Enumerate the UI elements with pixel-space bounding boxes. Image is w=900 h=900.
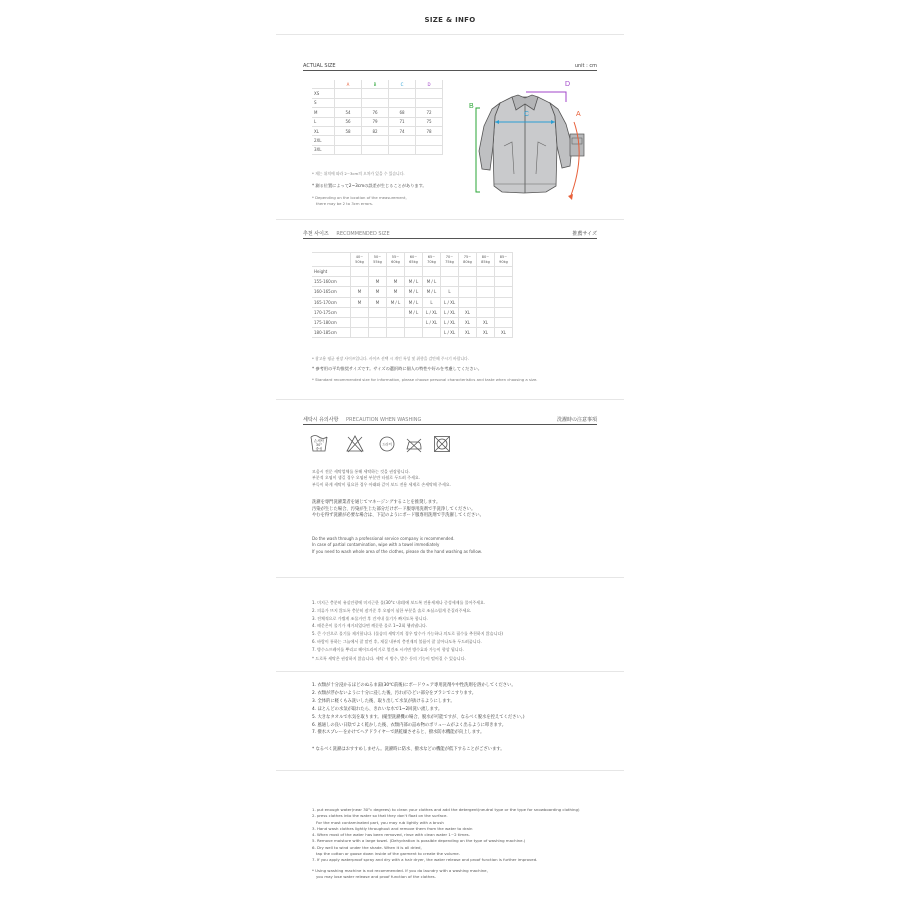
weight-from: 80~ (481, 255, 490, 259)
size-label: 2XL (312, 136, 335, 145)
weight-header (423, 253, 441, 267)
list-item: 2. 의류가 뜨지 않도록 충분히 잠겨준 후 오염이 심한 부분을 솔로 조심스럽게 문질러주세요. (312, 607, 472, 613)
table-cell: 54 (335, 108, 362, 117)
table-cell: L / XL (423, 307, 441, 317)
washing-line: やむを得ず洗濯が必要な場合は、下記のようにボード服専用洗剤で手洗濯してください。 (312, 513, 484, 519)
list-item: 2. 衣類が浮かないように十分に浸した後、汚れがひどい部分をブラシでこすります。 (312, 690, 477, 696)
table-row (312, 317, 513, 327)
table-cell: M / L (405, 277, 423, 287)
weight-from: 60~ (409, 255, 418, 259)
table-cell (441, 267, 459, 277)
dry-clean-label: 드라이 (382, 442, 392, 447)
jacket-icon (479, 95, 584, 193)
table-row (312, 307, 513, 317)
list-item: 6. Dry well to wind under the shade. When it is all dried, (312, 844, 422, 850)
weight-header (405, 253, 423, 267)
table-row (312, 328, 513, 338)
jacket-diagram (462, 76, 598, 208)
table-cell (477, 307, 495, 317)
table-cell (477, 267, 495, 277)
table-row (312, 108, 443, 117)
list-item: 6. 바람이 통하는 그늘에서 잘 말린 후, 재질 내부의 충전재의 볼륨이 잘 살아나도록 두드려줍니다. (312, 638, 482, 644)
list-item: 1. 미지근 충분히 유실안광에 미지근한 물(30°c 내외)에 보드복 전용세제나 중성세제를 풀어주세요. (312, 600, 486, 605)
size-label: M (312, 108, 335, 117)
warning-ko: * 드로톡 세탁은 권장하지 않습니다. 세탁 시 방수, 발수 등의 기능이 떨어질 수 있습니다. (312, 656, 466, 661)
size-label: XL (312, 126, 335, 135)
table-cell: XL (495, 328, 513, 338)
table-cell: M / L (405, 287, 423, 297)
hand-wash-temp: 30° (315, 443, 323, 447)
actual-size-note-en-1: * Depending on the location of the measurement, (312, 195, 407, 200)
divider (276, 34, 624, 35)
weight-to: 75kg (445, 259, 454, 264)
table-cell (387, 328, 405, 338)
table-cell: L / XL (441, 307, 459, 317)
table-row (312, 98, 443, 107)
height-label: Height (312, 267, 351, 277)
weight-to: 50kg (355, 259, 364, 264)
size-label: XS (312, 89, 335, 98)
washing-line: 부득이 하게 세탁이 필요한 경우 아래와 같이 보드 전용 세제로 손세탁해 주세요. (312, 481, 451, 487)
table-cell (416, 98, 443, 107)
weight-to: 80kg (463, 259, 472, 264)
table-cell (477, 277, 495, 287)
table-cell (477, 297, 495, 307)
table-cell: 82 (362, 126, 389, 135)
table-cell: 78 (416, 126, 443, 135)
table-cell: 76 (362, 108, 389, 117)
table-corner (312, 80, 335, 89)
list-item: 3. 전체적으로 가볍게 조물거린 후 건져내 물기가 빠지도록 합니다. (312, 615, 428, 621)
table-cell (416, 89, 443, 98)
table-cell: M (387, 287, 405, 297)
recommended-title-ko: 추천 사이즈 (303, 231, 329, 237)
label-c: C (524, 111, 530, 118)
washing-title-ko: 세탁시 유의사항 (303, 417, 339, 423)
weight-header (351, 253, 369, 267)
washing-title-jp: 洗濯時の注意事項 (556, 417, 597, 423)
recommended-note-en: * Standard recommended size for information, please choose personal characteristics and taste when choosing a size. (312, 377, 538, 382)
hand-wash-label: 손세탁 (313, 439, 325, 443)
weight-header (441, 253, 459, 267)
page-title: SIZE & INFO (424, 16, 476, 24)
washing-text-ko (312, 469, 451, 488)
washing-heading (303, 416, 597, 425)
table-row (312, 267, 513, 277)
size-label: S (312, 98, 335, 107)
table-cell: L / XL (441, 297, 459, 307)
table-cell (416, 136, 443, 145)
table-cell (495, 307, 513, 317)
list-item: 3. 全体的に軽くもみ洗いした後、取り出して水気が抜けるようにします。 (312, 698, 455, 704)
warning-jp: * なるべく洗濯はおすすめしません。洗濯時に防水、撥水などの機能が低下することがございます。 (312, 747, 505, 752)
table-cell: M (369, 287, 387, 297)
no-bleach-icon (346, 433, 364, 455)
table-cell (495, 317, 513, 327)
washing-line: Do the wash through a professional service company is recommended. (312, 536, 455, 541)
column-header-d: D (416, 80, 443, 89)
washing-line: 汚染が生じた場合、汚染が生じた部分だけボード服専用洗剤で手洗浄してください。 (312, 506, 476, 512)
list-item: 7. 撥水スプレーをかけてヘアドライヤーで熱乾燥させると、撥水防水機能が向上します。 (312, 730, 485, 736)
table-cell: 72 (416, 108, 443, 117)
table-cell: L (423, 297, 441, 307)
table-cell: M (369, 297, 387, 307)
no-iron-icon (405, 433, 423, 455)
height-label: 155-160cm (312, 277, 351, 287)
table-cell (369, 328, 387, 338)
table-row (312, 287, 513, 297)
table-row (312, 297, 513, 307)
list-item: 5. 큰 수건으로 물기를 제거합니다. (물솜의 세탁기의 경우 탈수가 가능하나 의도로 필수를 추천하지 않습니다) (312, 631, 503, 637)
table-cell (459, 287, 477, 297)
list-item: For the most contaminated part, you may rub lightly with a brush (316, 819, 444, 825)
washing-line: 洗濯を専門洗濯業者を通じてマネージングすることを推奨します。 (312, 500, 441, 505)
divider (276, 671, 624, 672)
list-item: 1. put enough water(near 30°c degrees) to clean your clothes and add the detergent(neutral type or the type for snowboarding clothing) (312, 807, 580, 812)
table-cell (459, 297, 477, 307)
table-cell (369, 267, 387, 277)
weight-from: 50~ (373, 255, 382, 259)
list-item: 1. 衣類が十分浸かるほどのぬるま湯(30℃前後)にボードウェア専用洗剤や中性洗剤を溶かしてください。 (312, 683, 516, 688)
weight-from: 65~ (427, 255, 436, 259)
list-item: 4. 때문은이 물기가 제거되었다면 깨끗한 물로 1~2회 헹궈냅니다. (312, 623, 428, 629)
list-item: 7. 방수스프레이를 뿌리고 헤어드라이기로 열건조 시키면 방수효과 가능이 향상 됩니다. (312, 646, 464, 652)
hand-wash-type: 중성 (315, 447, 323, 451)
column-header-b: B (362, 80, 389, 89)
table-cell: 79 (362, 117, 389, 126)
table-cell: XL (477, 328, 495, 338)
table-cell (405, 317, 423, 327)
table-cell: L / XL (441, 317, 459, 327)
table-cell: L / XL (423, 317, 441, 327)
table-cell (495, 277, 513, 287)
weight-to: 85kg (481, 259, 490, 264)
washing-line: 모음시 전문 세탁업체를 통해 세탁하는 것을 권장합니다. (312, 469, 410, 474)
table-cell (389, 145, 416, 154)
table-cell (335, 136, 362, 145)
divider (276, 770, 624, 771)
table-cell (362, 98, 389, 107)
table-cell: XL (459, 328, 477, 338)
table-cell: M / L (405, 307, 423, 317)
divider (276, 577, 624, 578)
table-row (312, 89, 443, 98)
recommended-title-en: RECOMMENDED SIZE (336, 231, 390, 237)
recommended-title-jp: 推薦サイズ (572, 231, 597, 237)
actual-size-table (312, 80, 443, 155)
weight-from: 75~ (463, 255, 472, 259)
list-item: 2. press clothes into the water so that they don't float on the surface. (312, 813, 448, 819)
weight-header (387, 253, 405, 267)
weight-to: 55kg (373, 259, 382, 264)
table-cell (369, 307, 387, 317)
weight-header (369, 253, 387, 267)
table-row (312, 117, 443, 126)
table-row (312, 277, 513, 287)
actual-size-note-jp: * 測る位置によって2~3cmの誤差が生じることがあります。 (312, 183, 427, 188)
list-item: tap the cotton or goose down inside of the garment to create the volume. (316, 851, 460, 857)
table-cell (387, 317, 405, 327)
table-cell (351, 277, 369, 287)
table-cell (362, 89, 389, 98)
table-cell (335, 89, 362, 98)
washing-line: If you need to wash whole area of the clothes, please do the hand washing as follow. (312, 548, 482, 554)
actual-size-title: ACTUAL SIZE (303, 63, 336, 69)
table-cell: 71 (389, 117, 416, 126)
weight-to: 70kg (427, 259, 436, 264)
table-cell (389, 89, 416, 98)
weight-from: 85~ (499, 255, 508, 259)
table-cell (362, 136, 389, 145)
no-tumble-dry-icon (433, 433, 451, 455)
table-cell (335, 98, 362, 107)
weight-to: 60kg (391, 259, 400, 264)
table-cell (351, 328, 369, 338)
washing-text-jp (312, 500, 484, 520)
table-cell (495, 267, 513, 277)
table-cell: 68 (389, 108, 416, 117)
table-cell: M (387, 277, 405, 287)
actual-size-note-en-2: there may be 2 to 3cm errors. (316, 201, 374, 206)
unit-label: unit : cm (574, 63, 597, 69)
table-cell: M (351, 297, 369, 307)
table-cell (389, 98, 416, 107)
list-item: 6. 風通しの良い日陰でよく乾かした後、衣類内部の詰め物のボリュームがよく出るように叩きます。 (312, 722, 507, 728)
table-cell (416, 145, 443, 154)
weight-from: 70~ (445, 255, 454, 259)
list-item: 5. Remove moisture with a large towel. (Dehydration is possible depending on the type of washing machine.) (312, 838, 526, 844)
table-cell: 56 (335, 117, 362, 126)
table-cell (351, 317, 369, 327)
table-cell: XL (477, 317, 495, 327)
table-cell: L (441, 287, 459, 297)
size-label: 3XL (312, 145, 335, 154)
weight-from: 55~ (391, 255, 400, 259)
washing-title-en: PRECAUTION WHEN WASHING (346, 417, 422, 423)
table-cell (362, 145, 389, 154)
washing-line: 부분적 오염이 생길 경우 오염된 부분만 타월로 두드려 주세요. (312, 475, 421, 481)
hand-wash-icon (310, 433, 328, 455)
height-label: 165-170cm (312, 297, 351, 307)
table-cell: XL (459, 307, 477, 317)
table-cell (405, 328, 423, 338)
divider (276, 219, 624, 220)
table-cell (423, 267, 441, 277)
weight-to: 65kg (409, 259, 418, 264)
table-cell (495, 297, 513, 307)
recommended-note-jp: * 参考用の平均推奨サイズです。サイズの選択時に個人の特性や好みを考慮してください。 (312, 366, 482, 371)
list-item: 5. 大きなタオルで水気を取ります。(縦型洗濯機の場合、脱水が可能ですが、なるべく脱水を控えてください。) (312, 714, 525, 720)
steps-en (312, 807, 580, 864)
steps-jp (312, 682, 525, 737)
list-item: 7. If you apply waterproof spray and dry with a hair dryer, the water release and proof function is further improved. (312, 857, 538, 863)
table-cell (369, 317, 387, 327)
warning-en-2: you may lose water release and proof function of the clothes. (316, 874, 436, 879)
height-label: 175-180cm (312, 317, 351, 327)
table-cell (459, 267, 477, 277)
table-cell: M / L (423, 277, 441, 287)
label-b: B (469, 103, 474, 110)
table-cell (405, 267, 423, 277)
table-cell: 74 (389, 126, 416, 135)
weight-header (459, 253, 477, 267)
height-label: 170-175cm (312, 307, 351, 317)
table-cell (477, 287, 495, 297)
table-cell: M / L (423, 287, 441, 297)
table-cell (387, 307, 405, 317)
dry-clean-icon (378, 433, 396, 455)
table-row (312, 145, 443, 154)
table-cell (423, 328, 441, 338)
table-cell (351, 307, 369, 317)
table-cell (495, 287, 513, 297)
table-row (312, 136, 443, 145)
height-label: 180-185cm (312, 328, 351, 338)
washing-line: In case of partial contamination, wipe with a towel immediately (312, 542, 440, 548)
table-cell (459, 277, 477, 287)
list-item: 4. When most of the water has been removed, rinse with clean water 1~2 times. (312, 832, 470, 838)
weight-header (495, 253, 513, 267)
actual-size-heading (303, 63, 597, 71)
table-corner (312, 253, 351, 267)
size-label: L (312, 117, 335, 126)
table-cell: M (369, 277, 387, 287)
recommended-size-table (312, 252, 513, 338)
steps-ko (312, 599, 503, 654)
table-cell: XL (459, 317, 477, 327)
weight-to: 90kg (499, 259, 508, 264)
list-item: 4. ほとんどの水気が取れたら、きれいな水で1~2回洗い流します。 (312, 706, 443, 712)
label-d: D (565, 81, 571, 88)
table-cell: M / L (387, 297, 405, 307)
column-header-a: A (335, 80, 362, 89)
list-item: 3. Hand wash clothes lightly throughout and remove them from the water to drain (312, 825, 473, 831)
table-cell: 75 (416, 117, 443, 126)
recommended-size-heading (303, 230, 597, 239)
table-cell (389, 136, 416, 145)
actual-size-note-ko: * 재는 위치에 따라 2~3cm의 오차가 있을 수 있습니다. (312, 171, 405, 176)
washing-text-en (312, 536, 482, 555)
table-cell (351, 267, 369, 277)
table-cell (335, 145, 362, 154)
recommended-note-ko: * 참고용 평균 권장 사이즈입니다. 사이즈 선택 시 개인 특성 및 취향을 감안해 주시기 바랍니다. (312, 356, 469, 361)
weight-header (477, 253, 495, 267)
table-row (312, 126, 443, 135)
height-label: 160-165cm (312, 287, 351, 297)
table-cell (387, 267, 405, 277)
weight-from: 40~ (355, 255, 364, 259)
label-a: A (576, 111, 581, 118)
table-cell (441, 277, 459, 287)
warning-en-1: * Using washing machine is not recommended. If you do laundry with a washing machine, (312, 868, 488, 873)
column-header-c: C (389, 80, 416, 89)
table-cell: 58 (335, 126, 362, 135)
divider (276, 399, 624, 400)
table-cell: M (351, 287, 369, 297)
table-cell: L / XL (441, 328, 459, 338)
table-cell: M / L (405, 297, 423, 307)
